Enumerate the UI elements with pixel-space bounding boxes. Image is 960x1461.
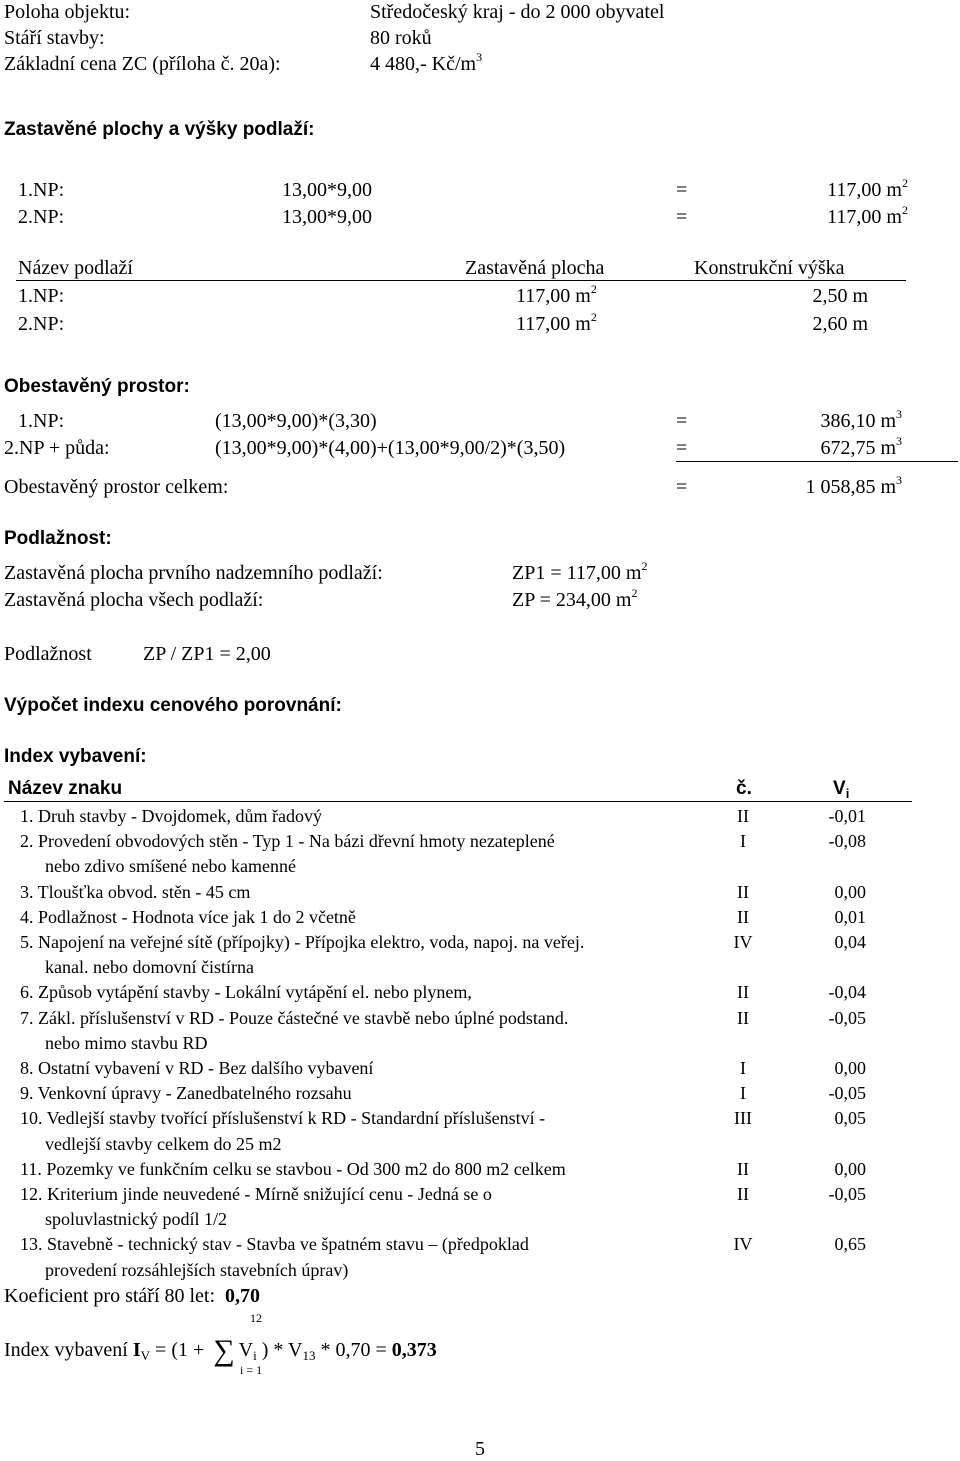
location-value: Středočeský kraj - do 2 000 obyvatel <box>370 1 665 23</box>
equipment-item-text: 5. Napojení na veřejné sítě (přípojky) - Přípojka elektro, voda, napoj. na veřej. <box>20 932 585 952</box>
equipment-item-text: spoluvlastnický podíl 1/2 <box>45 1209 227 1230</box>
equipment-item-number: II <box>737 806 749 826</box>
volume-heading: Obestavěný prostor: <box>4 376 190 397</box>
volume-total-value: 1 058,85 $m^3$ <box>805 473 902 498</box>
floor-ratio-zp-value: ZP = 234,00 $m^2$ <box>512 586 638 611</box>
equipment-item-value: 0,04 <box>834 932 866 952</box>
equipment-item-number: II <box>737 1184 749 1204</box>
equipment-item-value: -0,05 <box>828 1083 866 1104</box>
equipment-item-number: I <box>740 831 746 852</box>
equipment-item-text: provedení rozsáhlejších stavebních úprav) <box>45 1259 349 1280</box>
age-value: 80 roků <box>370 27 432 49</box>
equipment-item-text: 3. Tloušťka obvod. stěn - 45 cm <box>20 881 251 902</box>
equipment-item-text: 9. Venkovní úpravy - Zanedbatelného rozsahu <box>20 1083 352 1104</box>
equipment-col-number: č. <box>736 778 752 799</box>
page-number: 5 <box>475 1438 485 1460</box>
equipment-item-number: II <box>737 881 749 902</box>
equipment-index-result: 0,373 <box>391 1339 437 1361</box>
equipment-item-text: 11. Pozemky ve funkčním celku se stavbou - Od 300 m2 do 800 m2 celkem <box>20 1158 566 1179</box>
volume-floor-1: 1.NP: <box>18 410 65 432</box>
floor-ratio-result-value: ZP / ZP1 = 2,00 <box>143 643 271 665</box>
equipment-item-text: 6. Způsob vytápění stavby - Lokální vytápění el. nebo plynem, <box>20 982 472 1003</box>
equipment-item-text: 1. Druh stavby - Dvojdomek, dům řadový <box>20 806 322 826</box>
floor-table-row1-floor: 1.NP: <box>18 285 65 307</box>
floor-table-header-height: Konstrukční výška <box>694 257 845 279</box>
equipment-item-text: nebo mimo stavbu RD <box>45 1032 208 1053</box>
volume-formula-2: (13,00*9,00)*(4,00)+(13,00*9,00/2)*(3,50) <box>215 437 566 459</box>
built-area-formula-2: 13,00*9,00 <box>282 206 372 228</box>
floor-table-row2-floor: 2.NP: <box>18 313 65 335</box>
equipment-item-value: 0,05 <box>834 1108 866 1129</box>
floor-ratio-zp1-label: Zastavěná plocha prvního nadzemního podlaží: <box>4 562 383 584</box>
built-area-floor-1: 1.NP: <box>18 179 65 201</box>
location-label: Poloha objektu: <box>4 1 131 23</box>
built-area-formula-1: 13,00*9,00 <box>282 179 372 201</box>
index-heading: Výpočet indexu cenového porovnání: <box>4 695 342 716</box>
base-price-value: 4 480,- $Kč/m^3$ <box>370 50 483 75</box>
equipment-item-text: 2. Provedení obvodových stěn - Typ 1 - Na bázi dřevní hmoty nezateplené <box>20 831 555 852</box>
equipment-item-text: 4. Podlažnost - Hodnota více jak 1 do 2 včetně <box>20 906 356 927</box>
equipment-item-text: 12. Kriterium jinde neuvedené - Mírně snižující cenu - Jedná se o <box>20 1184 492 1204</box>
equipment-item-value: 0,00 <box>834 1058 866 1078</box>
equipment-item-value: -0,05 <box>828 1007 866 1028</box>
volume-result-1: 386,10 $m^3$ <box>820 407 902 432</box>
floor-table-header-area: Zastavěná plocha <box>465 257 605 279</box>
age-label: Stáří stavby: <box>4 27 105 49</box>
sum-upper-limit: 12 <box>250 1311 262 1325</box>
volume-eq-1: = <box>676 410 688 432</box>
built-area-floor-2: 2.NP: <box>18 206 65 228</box>
volume-total-label: Obestavěný prostor celkem: <box>4 476 229 498</box>
volume-floor-2: 2.NP + půda: <box>4 437 110 459</box>
built-area-eq-1: = <box>676 179 688 201</box>
floor-ratio-result-label: Podlažnost <box>4 643 92 665</box>
equipment-item-number: I <box>740 1083 746 1104</box>
floor-ratio-zp-label: Zastavěná plocha všech podlaží: <box>4 589 264 611</box>
base-price-label: Základní cena ZC (příloha č. 20a): <box>4 53 281 75</box>
equipment-header-rule <box>4 801 912 802</box>
equipment-item-number: IV <box>733 1234 753 1255</box>
equipment-item-number: II <box>737 982 749 1003</box>
volume-eq-2: = <box>676 437 688 459</box>
equipment-item-value: -0,01 <box>828 806 866 826</box>
floor-table-row2-height: 2,60 m <box>812 313 868 335</box>
volume-result-2: 672,75 $m^3$ <box>820 434 902 459</box>
equipment-item-number: II <box>737 1158 749 1179</box>
age-coefficient: Koeficient pro stáří 80 let: 0,70 <box>4 1285 261 1307</box>
sum-lower-limit: i = 1 <box>240 1363 263 1377</box>
equipment-item-value: 0,00 <box>834 881 866 902</box>
equipment-item-value: 0,00 <box>834 1158 866 1179</box>
equipment-item-value: -0,04 <box>828 982 866 1003</box>
floor-table-header-name: Název podlaží <box>18 257 133 279</box>
equipment-item-text: vedlejší stavby celkem do 25 m2 <box>45 1133 282 1154</box>
built-area-heading: Zastavěné plochy a výšky podlaží: <box>4 119 315 140</box>
floor-table-row1-height: 2,50 m <box>812 285 868 307</box>
equipment-item-text: nebo zdivo smíšené nebo kamenné <box>45 856 296 877</box>
floor-table-header-rule <box>16 280 906 281</box>
equipment-col-name: Název znaku <box>8 778 123 799</box>
equipment-item-number: III <box>734 1108 752 1129</box>
equipment-item-number: II <box>737 906 749 927</box>
equipment-item-text: 8. Ostatní vybavení v RD - Bez dalšího vybavení <box>20 1058 374 1078</box>
equipment-item-value: 0,65 <box>834 1234 866 1255</box>
floor-table-row2-area: 117,00 $m^2$ <box>516 310 597 335</box>
equipment-index-formula: Index vybavení $I_V = (1$ + ∑ $V_i$ ) * $V_{13} * 0,70 = 0,373$ <box>4 1334 437 1367</box>
built-area-result-2: 117,00 $m^2$ <box>827 203 908 228</box>
equipment-item-value: -0,08 <box>828 831 866 852</box>
equipment-item-text: 10. Vedlejší stavby tvořící příslušenství k RD - Standardní příslušenství - <box>20 1108 546 1129</box>
equipment-item-text: kanal. nebo domovní čistírna <box>45 957 254 978</box>
floor-ratio-zp1-value: ZP1 = 117,00 $m^2$ <box>512 559 648 584</box>
floor-ratio-heading: Podlažnost: <box>4 528 112 549</box>
equipment-item-text: 7. Zákl. příslušenství v RD - Pouze částečné ve stavbě nebo úplné podstand. <box>20 1007 569 1028</box>
equipment-item-number: IV <box>733 932 753 952</box>
equipment-item-text: 13. Stavebně - technický stav - Stavba ve špatném stavu – (předpoklad <box>20 1234 529 1255</box>
equipment-item-value: -0,05 <box>828 1184 866 1204</box>
floor-table-row1-area: 117,00 $m^2$ <box>516 282 597 307</box>
volume-formula-1: (13,00*9,00)*(3,30) <box>215 410 377 432</box>
built-area-eq-2: = <box>676 206 688 228</box>
equipment-item-number: II <box>737 1007 749 1028</box>
built-area-result-1: 117,00 $m^2$ <box>827 176 908 201</box>
sum-symbol: ∑ <box>213 1334 235 1367</box>
volume-sum-rule <box>676 461 958 462</box>
equipment-index-heading: Index vybavení: <box>4 746 147 767</box>
equipment-item-number: I <box>740 1058 746 1078</box>
equipment-col-value: $V_i$ <box>833 778 850 801</box>
volume-total-eq: = <box>676 476 688 498</box>
equipment-item-value: 0,01 <box>834 906 866 927</box>
